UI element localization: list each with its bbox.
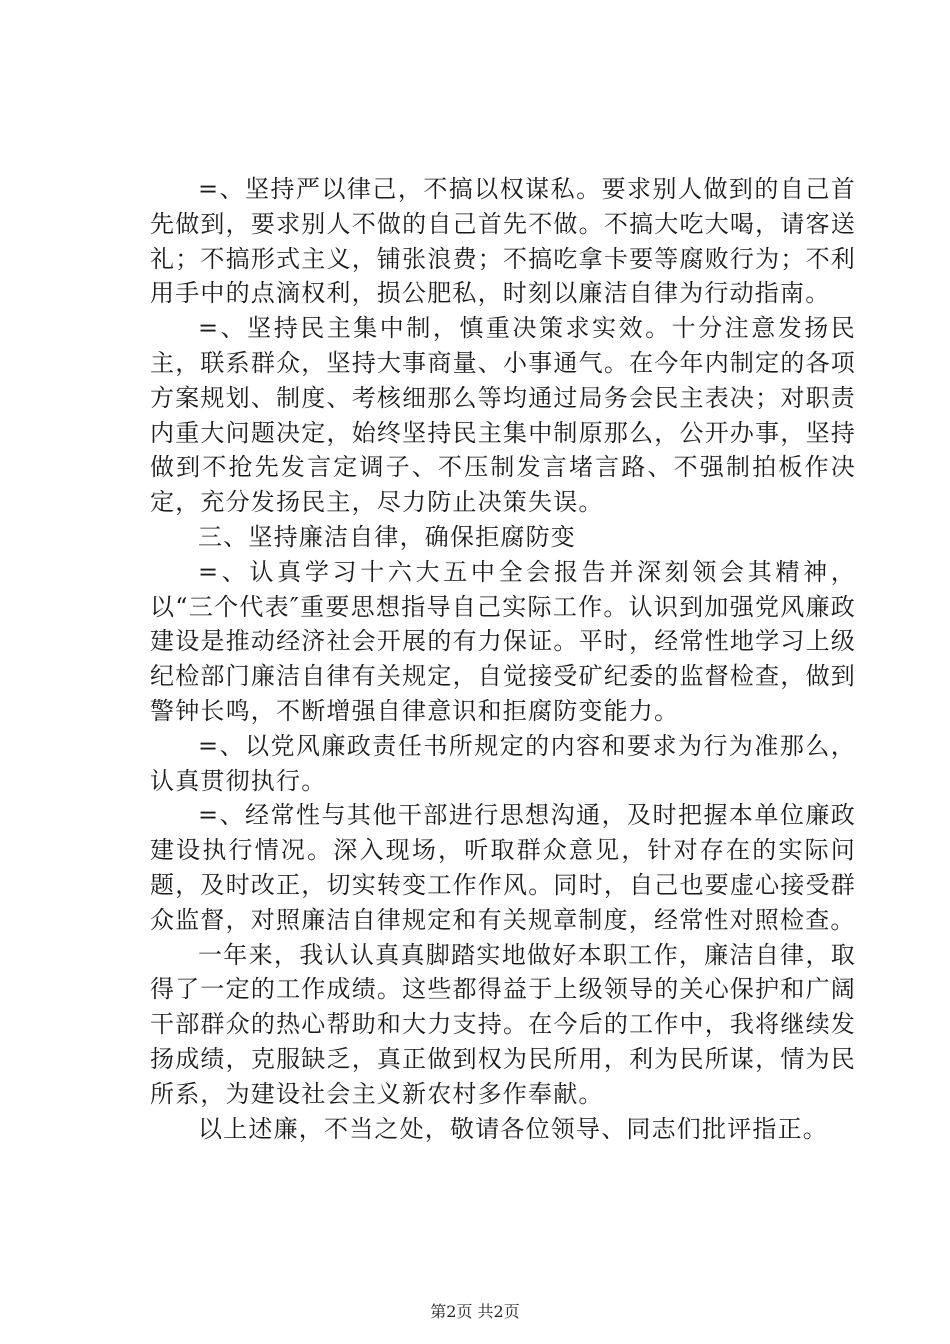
page-number: 第2页 共2页	[430, 1302, 520, 1321]
paragraph-summary: 一年来，我认认真真脚踏实地做好本职工作，廉洁自律，取得了一定的工作成绩。这些都得益于上级领导的关心保护和广阔干部群众的热心帮助和大力支持。在今后的工作中，我将继续发扬成绩，克服缺乏，真正做到权为民所用，利为民所谋，情为民所系，为建设社会主义新农村多作奉献。	[150, 940, 856, 1108]
paragraph-responsibility: =、以党风廉政责任书所规定的内容和要求为行为准那么，认真贯彻执行。	[150, 731, 856, 795]
paragraph-democratic-centralism: =、坚持民主集中制，慎重决策求实效。十分注意发扬民主，联系群众，坚持大事商量、小事通气。在今年内制定的各项方案规划、制度、考核细那么等均通过局务会民主表决；对职责内重大问题决定，始终坚持民主集中制原那么，公开办事，坚持做到不抢先发言定调子、不压制发言堵言路、不强制拍板作决定，充分发扬民主，尽力防止决策失误。	[150, 314, 856, 517]
section-heading-integrity: 三、坚持廉洁自律，确保拒腐防变	[198, 522, 576, 551]
paragraph-discipline: =、坚持严以律己，不搞以权谋私。要求别人做到的自己首先做到，要求别人不做的自己首先不做。不搞大吃大喝，请客送礼；不搞形式主义，铺张浪费；不搞吃拿卡要等腐败行为；不利用手中的点滴权利，损公肥私，时刻以廉洁自律为行动指南。	[150, 175, 856, 308]
paragraph-study: =、认真学习十六大五中全会报告并深刻领会其精神，以“三个代表″重要思想指导自己实际工作。认识到加强党风廉政建设是推动经济社会开展的有力保证。平时，经常性地学习上级纪检部门廉洁自律有关规定，自觉接受矿纪委的监督检查，做到警钟长鸣，不断增强自律意识和拒腐防变能力。	[150, 557, 856, 725]
paragraph-closing: 以上述廉，不当之处，敬请各位领导、同志们批评指正。	[198, 1114, 828, 1143]
document-body	[150, 172, 856, 1146]
paragraph-communication: =、经常性与其他干部进行思想沟通，及时把握本单位廉政建设执行情况。深入现场，听取群众意见，针对存在的实际问题，及时改正，切实转变工作作风。同时，自己也要虚心接受群众监督，对照廉洁自律规定和有关规章制度，经常性对照检查。	[150, 801, 856, 934]
